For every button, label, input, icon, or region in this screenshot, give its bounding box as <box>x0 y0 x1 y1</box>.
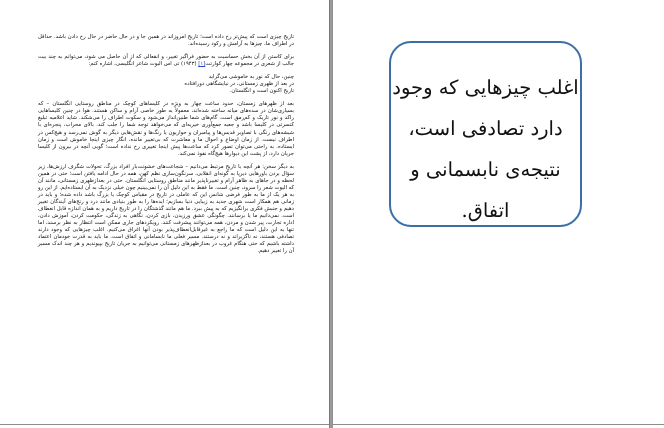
paragraph-3: بعد از ظهرهای زمستان، حدود ساعت چهار به ویژه در کلیساهای کوچک در مناطق روستایی انگلستان – که بسیاری‌شان در سده‌های میانه ساخته شده‌اند، معمولاً به طور خاصی آرام و ساکن هستند. هوا در چنین کلیساهایی راکد و نور تاریک و کم‌رمق است. گام‌های شما طنین‌انداز می‌شود و سکوت اطراف را می‌شکند. شاید اعلامیه تبلیغ کنسرتی در کلیسا باشد و جعبه جمع‌آوری خیریه‌ای که می‌خواهد توجه شما را جلب کند. بالای محراب، پنجره‌ای با شیشه‌های رنگی با تصاویر قدیس‌ها و پیامبران و حواریون یا رنگ‌ها و نقش‌هایی دیگر به گوش نمی‌رسد و هیچ‌کس در اطراف نیست. از زمان اوضاع و احوال ما و معاشرت که بی‌تغییر مانده، انگار چیزی اینجا خاموش است و زمان ایستاده. به راحتی می‌توان تصور کرد که ساعت‌ها پیش اینجا تغییری رخ نداده است؛ گویی آنچه در بیرون از کلیسا جریان دارد، از پشت این دیوارها هیچ‌گاه نفوذ نمی‌کند. <box>38 101 294 157</box>
paragraph-2-tail: (۱۹۴۳) تی اس الیوت شاعر انگلیسی، اشاره کنم: <box>88 61 197 68</box>
left-page <box>0 0 330 428</box>
pull-quote-line: دارد تصادفی است، <box>408 117 563 140</box>
paragraph-1: تاریخ چیزی است که پیش‌تر رخ داده است؛ تاریخ امروز‌اند در همین جا و در حال حاضر در حال رخ دادن باشد. حداقل در اطراف ما، چیزها به آرامش و رکود رسیده‌اند. <box>38 34 294 48</box>
paragraph-2-text: برای کاستن از آن بخش حساسیت به حضور فراگیر تغییر، و انفعالی که از آن حاصل می شود، می‌توانم به چند بیت جالب از شعری در مجموعه چهار کوارتت <box>38 54 294 68</box>
poem-line: در بعد از ظهری زمستانی، در نیایشگاهی دورافتاده <box>184 81 294 88</box>
pull-quote-box <box>389 41 582 227</box>
paragraph-2 <box>38 54 294 68</box>
pull-quote-text <box>391 67 580 231</box>
body-text <box>38 34 294 261</box>
poem-line: تاریخ اکنون است و انگلستان. <box>229 88 294 95</box>
paragraph-4: به دیگر سخن: هر آنچه با تاریخ مرتبط می‌دانیم – شجاعت‌های خشونت‌بار افراد بزرگ، تحولات شگرف ارزش‌ها، زیر سؤال بردن باورهایی دیرپا به گونه‌ای انقلابی، سرنگون‌سازی نظم کهن، همه در حال ادامه یافتن است؛ حتی در همین لحظه و در جاهای به ظاهر آرام و تغییرناپذیر مانند مناطق روستایی انگلستان. حتی در بعدازظهری زمستانی، مانند آن که الیوت شعر را سرود، چنین است. ما فقط به این دلیل آن را نمی‌بینیم چون خیلی نزدیک به آن ایستاده‌ایم. از این رو به هر یک از ما به طور فرضی شانس این که عاملی در تاریخ در مقیاس کوچک یا بزرگ باشد داده شده؛ و باید در زمانی هم همکار است شهری جدید به زیبایی دنیا بسازیم؛ ایده‌ها را به طور بنیادی مانند درد و رنج‌های آیندگان تغییر دهیم و جنبش فکری برانگیزیم که به پیش ببرد. ما هم مانند گذشتگان را در تاریخ داریم و به همان اندازه قابل انعطاف است. نمی‌دانیم ما یا برسانند. چگونگی عشق ورزیدن، بازی کردن، نگاهی به زندگی، حکومت کردن، آموزش دادن، اداره تجارت، پیر شدن و مردن، همه می‌توانند پیشرفت کنند. رویکردهای جاری ممکن است انتظار به نظر برسند، اما تنها به این دلیل است که ما راجع به غیرقابل‌انعطاف‌پذیر بودن آنها اغراق می‌کنیم. اغلب چیزهایی که وجود دارند تصادفی هستند، نه ناگزیراند و نه درستند. مسیر فعلی ما نابسامانی و اتفاق است. ما باید به قدرت خودمان اعتماد داشته باشیم که حتی هنگام غروب در بعدازظهرهای زمستانی می‌توانیم به جریان تاریخ بپیوندیم و هر چند اندک مسیر آن را تغییر دهیم. <box>38 163 294 255</box>
footnote-reference[interactable]: [۱] <box>198 61 206 68</box>
poem-excerpt <box>38 74 294 95</box>
page-bottom-divider <box>0 424 329 425</box>
poem-line: چنین، حال که نور به خاموشی می‌گراید <box>208 74 294 81</box>
page-bottom-divider <box>333 424 664 425</box>
pull-quote-line: نتیجه‌ی نابسمانی و اتفاق. <box>410 158 561 222</box>
pull-quote-line: اغلب چیزهایی که وجود <box>392 76 579 99</box>
